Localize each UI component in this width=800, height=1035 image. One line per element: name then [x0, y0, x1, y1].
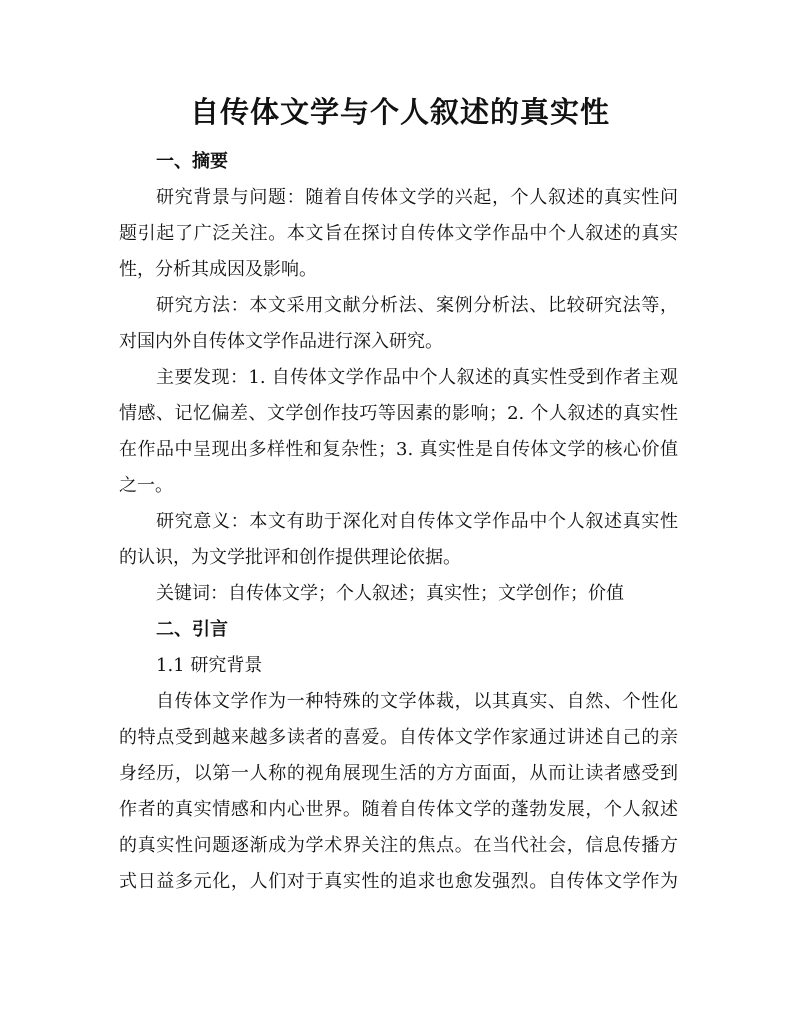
paragraph-line: 题引起了广泛关注。本文旨在探讨自传体文学作品中个人叙述的真实: [119, 223, 678, 244]
paragraph-line: 之一。: [119, 475, 173, 496]
section-heading-introduction: 二、引言: [156, 619, 228, 640]
paragraph-line: 的真实性问题逐渐成为学术界关注的焦点。在当代社会，信息传播方: [119, 835, 678, 856]
subsection-heading: 1.1 研究背景: [156, 655, 263, 676]
paragraph-line: 的特点受到越来越多读者的喜爱。自传体文学作家通过讲述自己的亲: [119, 727, 678, 748]
paragraph-line: 研究意义：本文有助于深化对自传体文学作品中个人叙述真实性: [156, 511, 678, 532]
section-heading-abstract: 一、摘要: [156, 151, 228, 172]
paragraph-line: 主要发现：1. 自传体文学作品中个人叙述的真实性受到作者主观: [156, 367, 678, 388]
paragraph-line: 对国内外自传体文学作品进行深入研究。: [119, 331, 443, 352]
paragraph-line: 身经历，以第一人称的视角展现生活的方方面面，从而让读者感受到: [119, 763, 678, 784]
paragraph-line: 作者的真实情感和内心世界。随着自传体文学的蓬勃发展，个人叙述: [119, 799, 678, 820]
keywords-line: 关键词：自传体文学；个人叙述；真实性；文学创作；价值: [156, 583, 624, 604]
paragraph-line: 研究背景与问题：随着自传体文学的兴起，个人叙述的真实性问: [156, 187, 678, 208]
paragraph-line: 自传体文学作为一种特殊的文学体裁，以其真实、自然、个性化: [156, 691, 678, 712]
paragraph-line: 的认识，为文学批评和创作提供理论依据。: [119, 547, 461, 568]
paragraph-line: 研究方法：本文采用文献分析法、案例分析法、比较研究法等，: [156, 295, 678, 316]
document-title: 自传体文学与个人叙述的真实性: [189, 95, 610, 129]
paragraph-line: 情感、记忆偏差、文学创作技巧等因素的影响；2. 个人叙述的真实性: [119, 403, 678, 424]
paragraph-line: 式日益多元化，人们对于真实性的追求也愈发强烈。自传体文学作为: [119, 871, 678, 892]
paragraph-line: 在作品中呈现出多样性和复杂性；3. 真实性是自传体文学的核心价值: [119, 439, 678, 460]
paragraph-line: 性，分析其成因及影响。: [119, 259, 317, 280]
